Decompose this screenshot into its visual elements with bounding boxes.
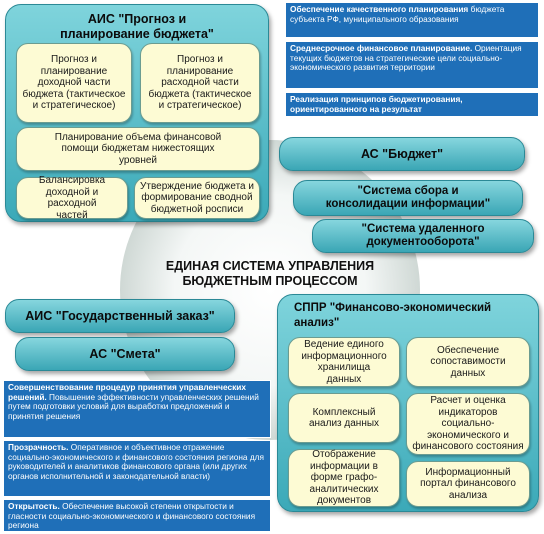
pill-ais-state-order: АИС "Государственный заказ" [5, 299, 235, 333]
note-quality-planning [285, 2, 539, 38]
note-transparency-bold: Прозрачность. [8, 442, 69, 452]
single-storage-cell: Ведение единого информационного хранилища данных [288, 337, 400, 387]
complex-analysis-cell: Комплексный анализ данных [288, 393, 400, 443]
ais-forecast-title: АИС "Прогноз и планирование бюджета" [60, 12, 214, 41]
forecast-expense-cell: Прогноз и планирование расходной части бюджета (тактическое и стратегическое) [140, 43, 260, 123]
financial-aid-planning-cell: Планирование объема финансовой помощи бюджетам нижестоящих уровней [16, 127, 260, 171]
note-quality-planning-bold: Обеспечение качественного планирования [290, 4, 469, 14]
note-decision-making-bold: Совершенствование процедур принятия управленческих решений. [8, 382, 246, 402]
note-result-budgeting [285, 92, 539, 117]
forecast-revenue-cell: Прогноз и планирование доходной части бюджета (тактическое и стратегическое) [16, 43, 132, 123]
budget-approval-cell: Утверждение бюджета и формирование сводной бюджетной росписи [134, 177, 260, 219]
note-midterm-planning-bold: Среднесрочное финансовое планирование. [290, 43, 473, 53]
note-openness-bold: Открытость. [8, 501, 60, 511]
sppr-title: СППР "Финансово-экономический анализ" [294, 302, 492, 329]
note-openness-text: Обеспечение высокой степени открытости и гласности социально-экономического и финансового состояния региона [8, 501, 256, 531]
ais-forecast-panel [5, 4, 269, 222]
center-title: ЕДИНАЯ СИСТЕМА УПРАВЛЕНИЯ БЮДЖЕТНЫМ ПРОЦЕССОМ [165, 259, 375, 288]
note-midterm-planning [285, 41, 539, 89]
note-openness [3, 499, 271, 532]
note-midterm-planning-text: Ориентация текущих бюджетов на стратегические цели социально-экономического развития территории [290, 43, 522, 73]
note-transparency-text: Оперативное и объективное отражение социально-экономического и финансового состояния региона для руководителей и аналитиков финансового органа (или других органов исполнительной и законодательной власти) [8, 442, 265, 481]
balancing-cell: Балансировка доходной и расходной частей [16, 177, 128, 219]
indicators-cell: Расчет и оценка индикаторов социально-экономического и финансового состояния [406, 393, 530, 455]
data-comparability-cell: Обеспечение сопоставимости данных [406, 337, 530, 387]
note-result-budgeting-bold: Реализация принципов бюджетирования, ориентированного на результат [290, 94, 463, 114]
note-decision-making-text: Повышение эффективности управленческих решений путем подготовки условий для выработки предложений и принятия решения [8, 391, 259, 421]
pill-collection-system: "Система сбора и консолидации информации" [293, 180, 523, 216]
sppr-panel [277, 294, 539, 512]
pill-as-budget: АС "Бюджет" [279, 137, 525, 171]
info-portal-cell: Информационный портал финансового анализа [406, 461, 530, 507]
graphic-display-cell: Отображение информации в форме графо-аналитических документов [288, 449, 400, 507]
note-decision-making [3, 380, 271, 438]
note-quality-planning-text: бюджета субъекта РФ, муниципального образования [290, 4, 505, 24]
note-transparency [3, 440, 271, 497]
pill-as-estimate: АС "Смета" [15, 337, 235, 371]
pill-remote-docflow: "Система удаленного документооборота" [312, 219, 534, 253]
